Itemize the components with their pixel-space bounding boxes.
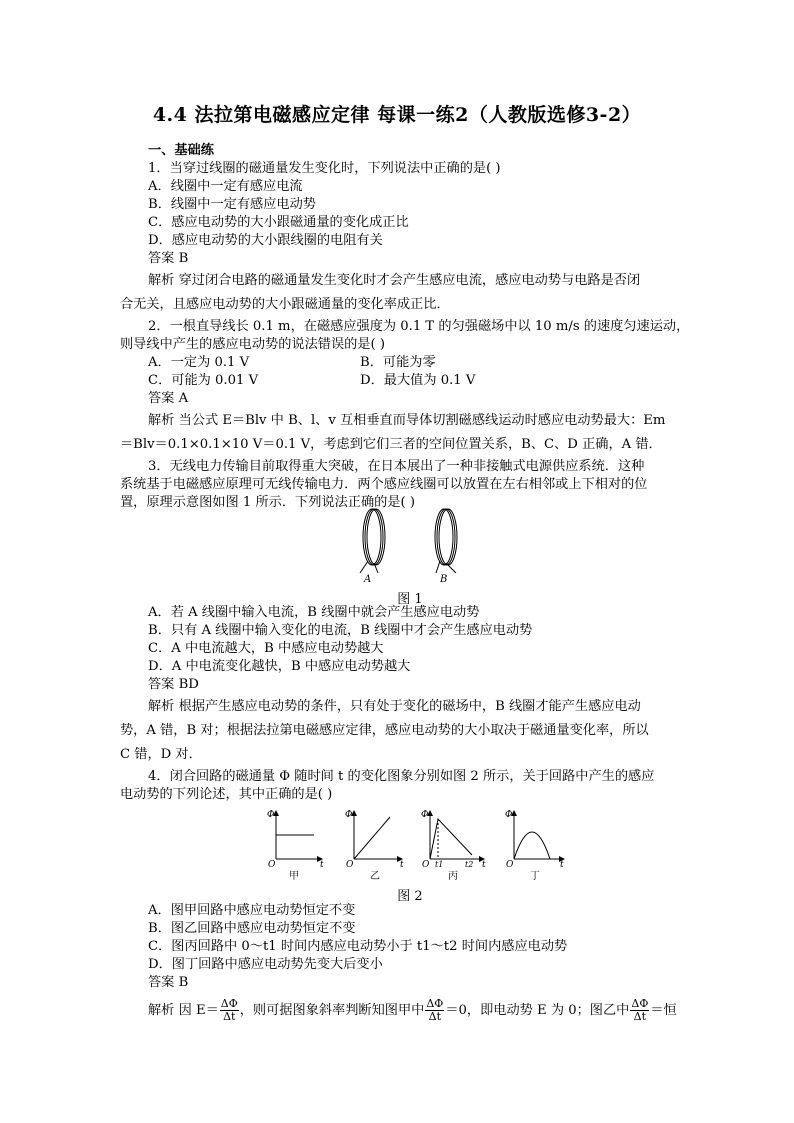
figure-1-coils <box>340 505 480 585</box>
q3-explanation-1: 解析 根据产生感应电动势的条件，只有处于变化的磁场中，B 线圈才能产生感应电动 <box>148 699 641 714</box>
graph-yi-phi: Φ <box>345 810 353 820</box>
graph-jia-t: t <box>320 860 324 870</box>
graph-bing <box>430 811 484 859</box>
section-heading: 一、基础练 <box>148 143 214 158</box>
fig1-label-b: B <box>440 574 448 585</box>
q3-explanation-3: C 错，D 对． <box>120 747 202 762</box>
q2-option-c: C．可能为 0.01 V <box>148 373 259 388</box>
graph-bing-t1: t1 <box>435 860 444 869</box>
graph-yi-t: t <box>400 860 404 870</box>
q4-option-c: C．图丙回路中 0～t1 时间内感应电动势小于 t1～t2 时间内感应电动势 <box>148 939 568 954</box>
q4-stem-1: 4．闭合回路的磁通量 Φ 随时间 t 的变化图象分别如图 2 所示，关于回路中产生的感应 <box>148 769 655 784</box>
q1-option-b: B．线圈中一定有感应电动势 <box>148 197 316 212</box>
q2-option-a: A．一定为 0.1 V <box>148 355 250 370</box>
q1-option-d: D．感应电动势的大小跟线圈的电阻有关 <box>148 233 383 248</box>
graph-yi-origin: O <box>346 860 354 870</box>
q2-stem-2: 则导线中产生的感应电动势的说法错误的是( ) <box>120 337 386 352</box>
q4-option-b: B．图乙回路中感应电动势恒定不变 <box>148 921 356 936</box>
q4-exp-mid2: ＝0，即电动势 E 为 0；图乙中 <box>445 1003 630 1018</box>
q2-explanation-2: ＝Blv＝0.1×0.1×10 V＝0.1 V，考虑到它们三者的空间位置关系，B、C、D 正确，A 错． <box>120 437 662 452</box>
q4-explanation-1 <box>148 998 677 1024</box>
figure-2-graphs <box>262 803 572 883</box>
graph-ding-name: 丁 <box>530 871 540 882</box>
q4-exp-mid1: ，则可据图象斜率判断知图甲中 <box>239 1003 425 1018</box>
coil-b <box>435 509 457 573</box>
q3-stem-3: 置，原理示意图如图 1 所示．下列说法正确的是( ) <box>120 495 416 510</box>
q4-option-a: A．图甲回路中感应电动势恒定不变 <box>148 903 356 918</box>
q4-exp-end: ＝恒 <box>650 1003 677 1018</box>
q3-answer: 答案 BD <box>148 677 199 692</box>
fraction-3-den: Δt <box>633 1010 647 1023</box>
graph-jia <box>276 811 322 859</box>
graph-bing-phi: Φ <box>421 810 429 820</box>
q3-stem-1: 3．无线电力传输目前取得重大突破，在日本展出了一种非接触式电源供应系统．这种 <box>148 459 645 474</box>
fraction-1-num: ΔΦ <box>220 997 238 1010</box>
q1-option-c: C．感应电动势的大小跟磁通量的变化成正比 <box>148 215 409 230</box>
graph-ding <box>514 811 564 859</box>
fraction-3-num: ΔΦ <box>631 997 649 1010</box>
q4-option-d: D．图丁回路中感应电动势先变大后变小 <box>148 957 383 972</box>
q2-stem-1: 2．一根直导线长 0.1 m，在磁感应强度为 0.1 T 的匀强磁场中以 10 m/s 的速度匀速运动， <box>148 319 690 334</box>
graph-bing-origin: O <box>422 860 430 870</box>
q1-stem: 1．当穿过线圈的磁通量发生变化时，下列说法中正确的是( ) <box>148 161 501 176</box>
q3-option-a: A．若 A 线圈中输入电流，B 线圈中就会产生感应电动势 <box>148 605 480 620</box>
graph-yi <box>354 811 402 859</box>
fraction-1 <box>220 998 239 1023</box>
fraction-2-num: ΔΦ <box>426 997 444 1010</box>
figure-1-caption: 图 1 <box>397 592 423 607</box>
q2-option-d: D．最大值为 0.1 V <box>360 373 476 388</box>
q4-exp-pre: 解析 因 E＝ <box>148 1003 219 1018</box>
graph-bing-t: t <box>482 860 486 870</box>
q3-option-d: D．A 中电流变化越快，B 中感应电动势越大 <box>148 659 411 674</box>
q3-explanation-2: 势，A 错，B 对；根据法拉第电磁感应定律，感应电动势的大小取决于磁通量变化率，所以 <box>120 723 649 738</box>
graph-ding-phi: Φ <box>505 810 513 820</box>
graph-jia-phi: Φ <box>267 810 275 820</box>
q1-explanation-2: 合无关，且感应电动势的大小跟磁通量的变化率成正比． <box>120 297 450 312</box>
coil-a <box>360 509 385 573</box>
q1-option-a: A．线圈中一定有感应电流 <box>148 179 303 194</box>
q1-answer: 答案 B <box>148 251 189 266</box>
q2-answer: 答案 A <box>148 391 189 406</box>
fraction-1-den: Δt <box>223 1010 236 1023</box>
q3-option-b: B．只有 A 线圈中输入变化的电流，B 线圈中才会产生感应电动势 <box>148 623 533 638</box>
q4-stem-2: 电动势的下列论述，其中正确的是( ) <box>120 787 333 802</box>
graph-yi-name: 乙 <box>370 871 380 882</box>
graph-bing-name: 丙 <box>448 871 458 882</box>
graph-bing-t2: t2 <box>465 860 474 869</box>
graph-ding-t: t <box>560 860 564 870</box>
graph-jia-origin: O <box>268 860 276 870</box>
figure-2-caption: 图 2 <box>397 889 423 904</box>
fraction-3 <box>630 998 649 1023</box>
q2-option-b: B．可能为零 <box>360 355 436 370</box>
q1-explanation-1: 解析 穿过闭合电路的磁通量发生变化时才会产生感应电流，感应电动势与电路是否闭 <box>148 273 641 288</box>
graph-jia-name: 甲 <box>289 871 299 882</box>
q4-answer: 答案 B <box>148 975 189 990</box>
q3-stem-2: 系统基于电磁感应原理可无线传输电力．两个感应线圈可以放置在左右相邻或上下相对的位 <box>120 477 648 492</box>
graph-ding-origin: O <box>506 860 514 870</box>
q2-explanation-1: 解析 当公式 E＝Blv 中 B、l、v 互相垂直而导体切割磁感线运动时感应电动势最大：Em <box>148 413 666 428</box>
fraction-2 <box>425 998 444 1023</box>
q3-option-c: C．A 中电流越大，B 中感应电动势越大 <box>148 641 384 656</box>
fraction-2-den: Δt <box>428 1010 442 1023</box>
page-title: 4.4 法拉第电磁感应定律 每课一练2（人教版选修3-2） <box>152 104 642 126</box>
fig1-label-a: A <box>364 574 372 585</box>
